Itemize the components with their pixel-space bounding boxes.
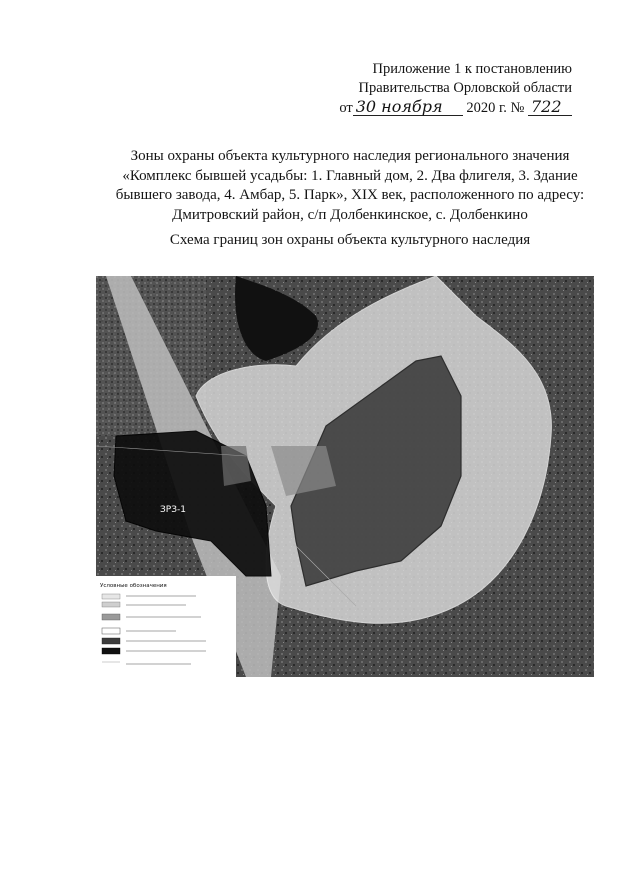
handwritten-number: 722 — [528, 98, 572, 116]
date-number-line — [339, 98, 572, 118]
lot-2 — [221, 446, 251, 486]
title-line-3: бывшего завода, 4. Амбар, 5. Парк», XIX век, расположенного по адресу: — [115, 187, 585, 203]
title-line-4: Дмитровский район, с/п Долбенкинское, с. Долбенкино — [172, 206, 528, 223]
handwritten-date: 30 ноября — [353, 98, 463, 116]
from-prefix: от — [339, 100, 353, 116]
document-title — [60, 147, 640, 225]
map-image — [96, 276, 594, 677]
title-line-2: «Комплекс бывшей усадьбы: 1. Главный дом, 2. Два флигеля, 3. Здание — [122, 167, 578, 184]
legend-swatch — [102, 638, 120, 644]
legend-swatch — [102, 614, 120, 620]
protection-zones-map — [96, 276, 594, 677]
scheme-caption: Схема границ зон охраны объекта культурного наследия — [169, 232, 531, 248]
appendix-line: Приложение 1 к постановлению — [372, 61, 572, 77]
title-line-1: Зоны охраны объекта культурного наследия регионального значения — [130, 148, 570, 164]
year-text: 2020 г. № — [466, 100, 525, 116]
legend-swatch — [102, 648, 120, 654]
legend-swatch — [102, 628, 120, 634]
legend-swatch — [102, 594, 120, 599]
document-header — [339, 60, 572, 118]
legend-swatch — [102, 602, 120, 607]
legend-title: Условные обозначения — [100, 583, 167, 589]
zone-label: ЗРЗ-1 — [160, 505, 186, 515]
government-line: Правительства Орловской области — [358, 80, 572, 96]
